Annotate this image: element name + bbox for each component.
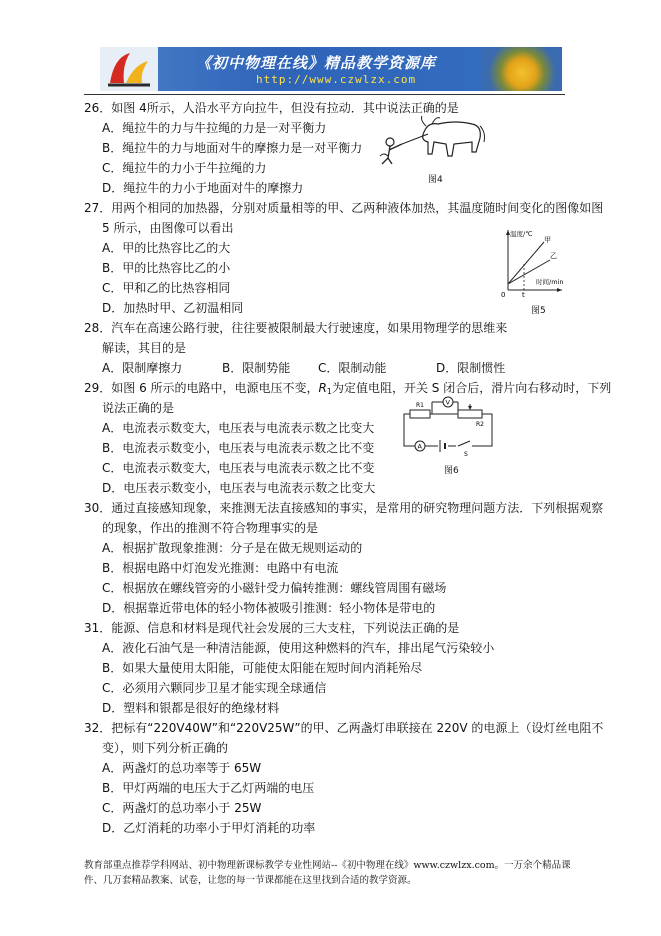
q30-stem-1: 30．通过直接感知现象，来推测无法直接感知的事实，是常用的研究物理问题方法．下列根据观察 [84, 501, 604, 515]
q32-option-c: C．两盏灯的总功率小于 25W [102, 801, 262, 815]
q31-option-b: B．如果大量使用太阳能，可能使太阳能在短时间内消耗殆尽 [102, 661, 423, 675]
q29-stem-post: 为定值电阻，开关 S 闭合后，滑片向右移动时，下列 [331, 381, 612, 395]
q29-option-d: D．电压表示数变小，电压表与电流表示数之比变大 [102, 481, 376, 495]
circuit-r1-label: R1 [416, 402, 424, 409]
q32-stem-1: 32．把标有“220V40W”和“220V25W”的甲、乙两盏灯串联接在 220V 的电源上（设灯丝电阻不 [84, 721, 604, 735]
q29-option-b: B．电流表示数变小，电压表与电流表示数之比不变 [102, 441, 375, 455]
q30-option-b: B．根据电路中灯泡发光推测：电路中有电流 [102, 561, 339, 575]
q32-option-b: B．甲灯两端的电压大于乙灯两端的电压 [102, 781, 315, 795]
q29-r-sub: 1 [326, 387, 332, 396]
footer-line-2: 件、几万套精品教案、试卷，让您的每一节课都能在这里找到合适的教学资源。 [84, 875, 417, 886]
circuit-r2-label: R2 [476, 421, 484, 428]
graph-x-label: 时间/min [536, 278, 564, 286]
q29-stem-2: 说法正确的是 [102, 401, 175, 415]
graph-t-label: t [522, 291, 525, 298]
q28-option-b: B．限制势能 [222, 361, 291, 375]
graph-y-label: 温度/℃ [510, 230, 533, 238]
q30-option-a: A．根据扩散现象推测：分子是在做无规则运动的 [102, 541, 363, 555]
q26-stem: 26．如图 4所示，人沿水平方向拉牛，但没有拉动．其中说法正确的是 [84, 101, 459, 115]
q31-option-a: A．液化石油气是一种清洁能源，使用这种燃料的汽车，排出尾气污染较小 [102, 641, 495, 655]
q29-option-c: C．电流表示数变大，电压表与电流表示数之比不变 [102, 461, 375, 475]
ox-figure [376, 112, 488, 166]
q32-option-a: A．两盏灯的总功率等于 65W [102, 761, 262, 775]
q32-option-d: D．乙灯消耗的功率小于甲灯消耗的功率 [102, 821, 316, 835]
q32-stem-2: 变），则下列分析正确的 [102, 741, 229, 755]
circuit-switch-label: S [464, 451, 468, 458]
q27-stem-1: 27．用两个相同的加热器，分别对质量相等的甲、乙两种液体加热，其温度随时间变化的图像如图 [84, 201, 604, 215]
q27-stem-2: 5 所示，由图像可以看出 [102, 221, 234, 235]
graph-line-b-label: 乙 [550, 252, 557, 260]
temperature-time-graph [500, 226, 566, 298]
q28-option-d: D．限制惯性 [436, 361, 506, 375]
q28-stem-1: 28．汽车在高速公路行驶，往往要被限制最大行驶速度，如果用物理学的思维来 [84, 321, 508, 335]
q28-option-a: A．限制摩擦力 [102, 361, 183, 375]
q26-option-a: A．绳拉牛的力与牛拉绳的力是一对平衡力 [102, 121, 327, 135]
q27-option-a: A．甲的比热容比乙的大 [102, 241, 231, 255]
site-logo [100, 47, 158, 91]
q28-stem-2: 解读，其目的是 [102, 341, 187, 355]
site-url[interactable]: http://www.czwlzx.com [256, 73, 417, 86]
q30-stem-2: 的现象，作出的推测不符合物理事实的是 [102, 521, 319, 535]
graph-line-a-label: 甲 [544, 236, 551, 244]
q29-r-symbol: R [318, 381, 327, 395]
figure-5-caption: 图5 [531, 306, 546, 316]
q31-stem: 31．能源、信息和材料是现代社会发展的三大支柱，下列说法正确的是 [84, 621, 460, 635]
q27-option-d: D．加热时甲、乙初温相同 [102, 301, 244, 315]
sunflower-image [482, 47, 562, 91]
q30-option-d: D．根据靠近带电体的轻小物体被吸引推测：轻小物体是带电的 [102, 601, 436, 615]
q31-option-d: D．塑料和银都是很好的绝缘材料 [102, 701, 280, 715]
q27-option-b: B．甲的比热容比乙的小 [102, 261, 231, 275]
figure-4-caption: 图4 [428, 175, 443, 185]
header-rule [84, 94, 565, 95]
q29-stem-pre: 29．如图 6 所示的电路中，电源电压不变， [84, 381, 319, 395]
q26-option-c: C．绳拉牛的力小于牛拉绳的力 [102, 161, 267, 175]
graph-origin-label: 0 [501, 291, 506, 298]
footer-line-1: 教育部重点推荐学科网站、初中物理新课标教学专业性网站--《初中物理在线》www.czwlzx.com。一万余个精品课 [84, 860, 571, 871]
figure-6-caption: 图6 [444, 466, 459, 476]
circuit-figure [398, 396, 502, 458]
q27-option-c: C．甲和乙的比热容相同 [102, 281, 231, 295]
q29-option-a: A．电流表示数变大，电压表与电流表示数之比变大 [102, 421, 375, 435]
q31-option-c: C．必须用六颗同步卫星才能实现全球通信 [102, 681, 327, 695]
q28-option-c: C．限制动能 [318, 361, 387, 375]
site-title: 《初中物理在线》精品教学资源库 [196, 54, 437, 72]
q30-option-c: C．根据放在螺线管旁的小磁针受力偏转推测：螺线管周围有磁场 [102, 581, 447, 595]
circuit-ammeter-label: A [417, 442, 422, 451]
circuit-voltmeter-label: V [445, 398, 450, 407]
q26-option-d: D．绳拉牛的力小于地面对牛的摩擦力 [102, 181, 304, 195]
header-banner [100, 47, 562, 91]
q29-stem-1 [84, 380, 611, 400]
q26-option-b: B．绳拉牛的力与地面对牛的摩擦力是一对平衡力 [102, 141, 363, 155]
logo-icon [100, 47, 158, 91]
